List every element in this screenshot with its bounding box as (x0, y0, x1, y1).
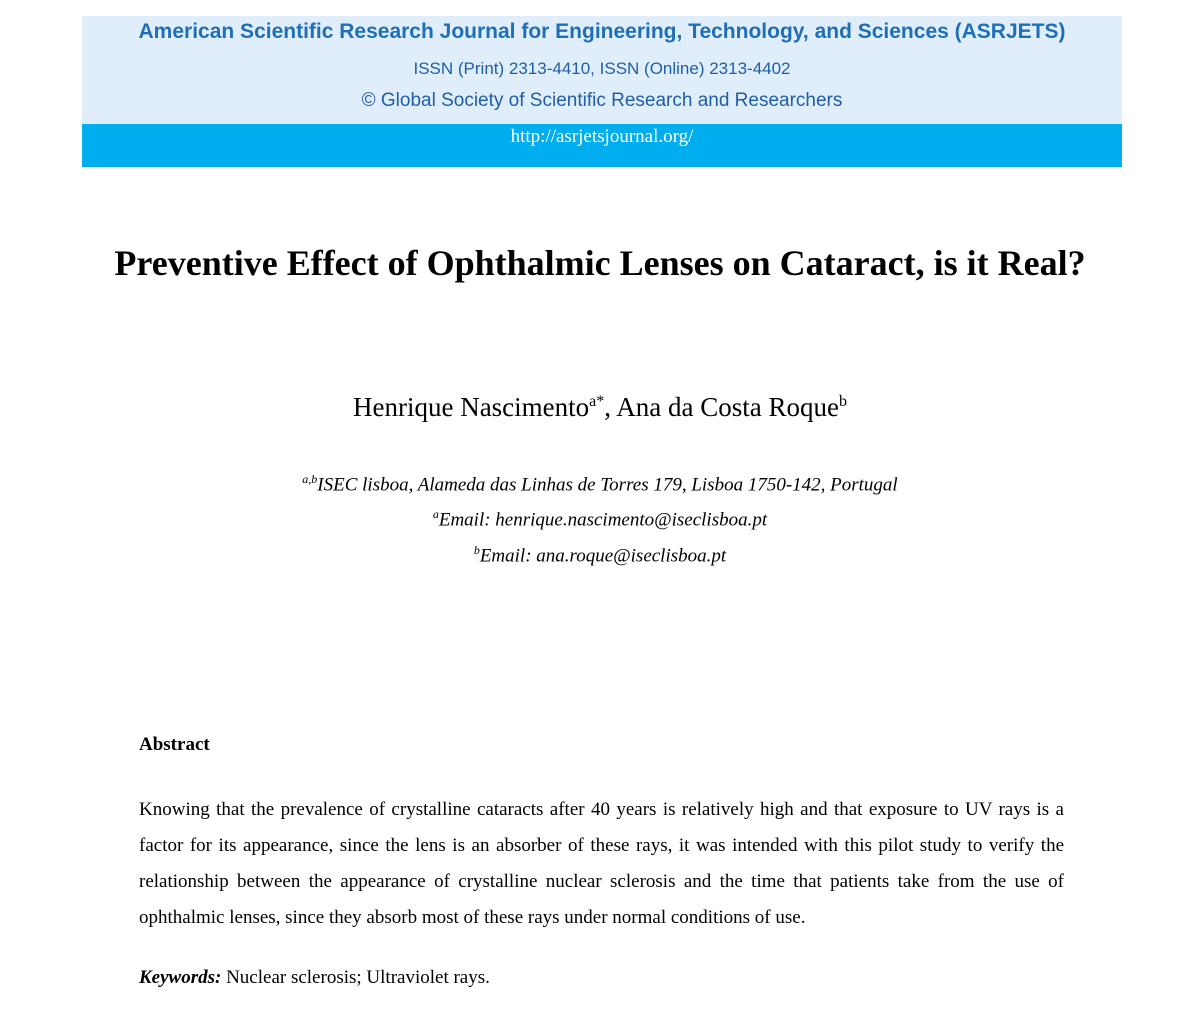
journal-masthead (82, 16, 1122, 124)
society-line: © Global Society of Scientific Research and Researchers (361, 90, 843, 111)
author-list (100, 392, 1100, 423)
author-name: Henrique Nascimento (352, 392, 590, 422)
keywords-text: Nuclear sclerosis; Ultraviolet rays. (221, 967, 490, 988)
journal-url-link[interactable]: http://asrjetsjournal.org/ (510, 126, 694, 147)
author-mark: a* (589, 393, 605, 410)
abstract-body: Knowing that the prevalence of crystalline cataracts after 40 years is relatively high and that exposure to UV rays is a factor for its appearance, since the lens is an absorber of these rays, it was intended with this pilot study to verify the relationship between the appearance of crystalline nuclear sclerosis and the time that patients take from the use of ophthalmic lenses, since they absorb most of these rays under normal conditions of use. (139, 799, 1064, 928)
paper-title: Preventive Effect of Ophthalmic Lenses on Cataract, is it Real? (114, 243, 1086, 283)
abstract-heading: Abstract (139, 734, 210, 755)
journal-name: American Scientific Research Journal for Engineering, Technology, and Sciences (ASRJETS) (138, 20, 1066, 43)
email-text: Email: henrique.nascimento@iseclisboa.pt (438, 509, 768, 531)
author-name: Ana da Costa Roque (616, 392, 839, 422)
affiliation-mark: a,b (302, 472, 318, 486)
keywords-label: Keywords: (139, 967, 222, 988)
keywords-line (139, 967, 490, 989)
author-separator: , (604, 392, 617, 422)
author-email-a (100, 507, 1100, 531)
affiliation (100, 472, 1100, 496)
journal-url-bar (82, 124, 1122, 167)
email-mark: a (432, 507, 439, 521)
issn-line: ISSN (Print) 2313-4410, ISSN (Online) 2313-4402 (413, 59, 791, 78)
email-text: Email: ana.roque@iseclisboa.pt (479, 545, 727, 567)
author-email-b (100, 543, 1100, 567)
email-mark: b (473, 543, 480, 557)
author-mark: b (839, 393, 847, 410)
affiliation-text: ISEC lisboa, Alameda das Linhas de Torres 179, Lisboa 1750-142, Portugal (317, 474, 898, 496)
